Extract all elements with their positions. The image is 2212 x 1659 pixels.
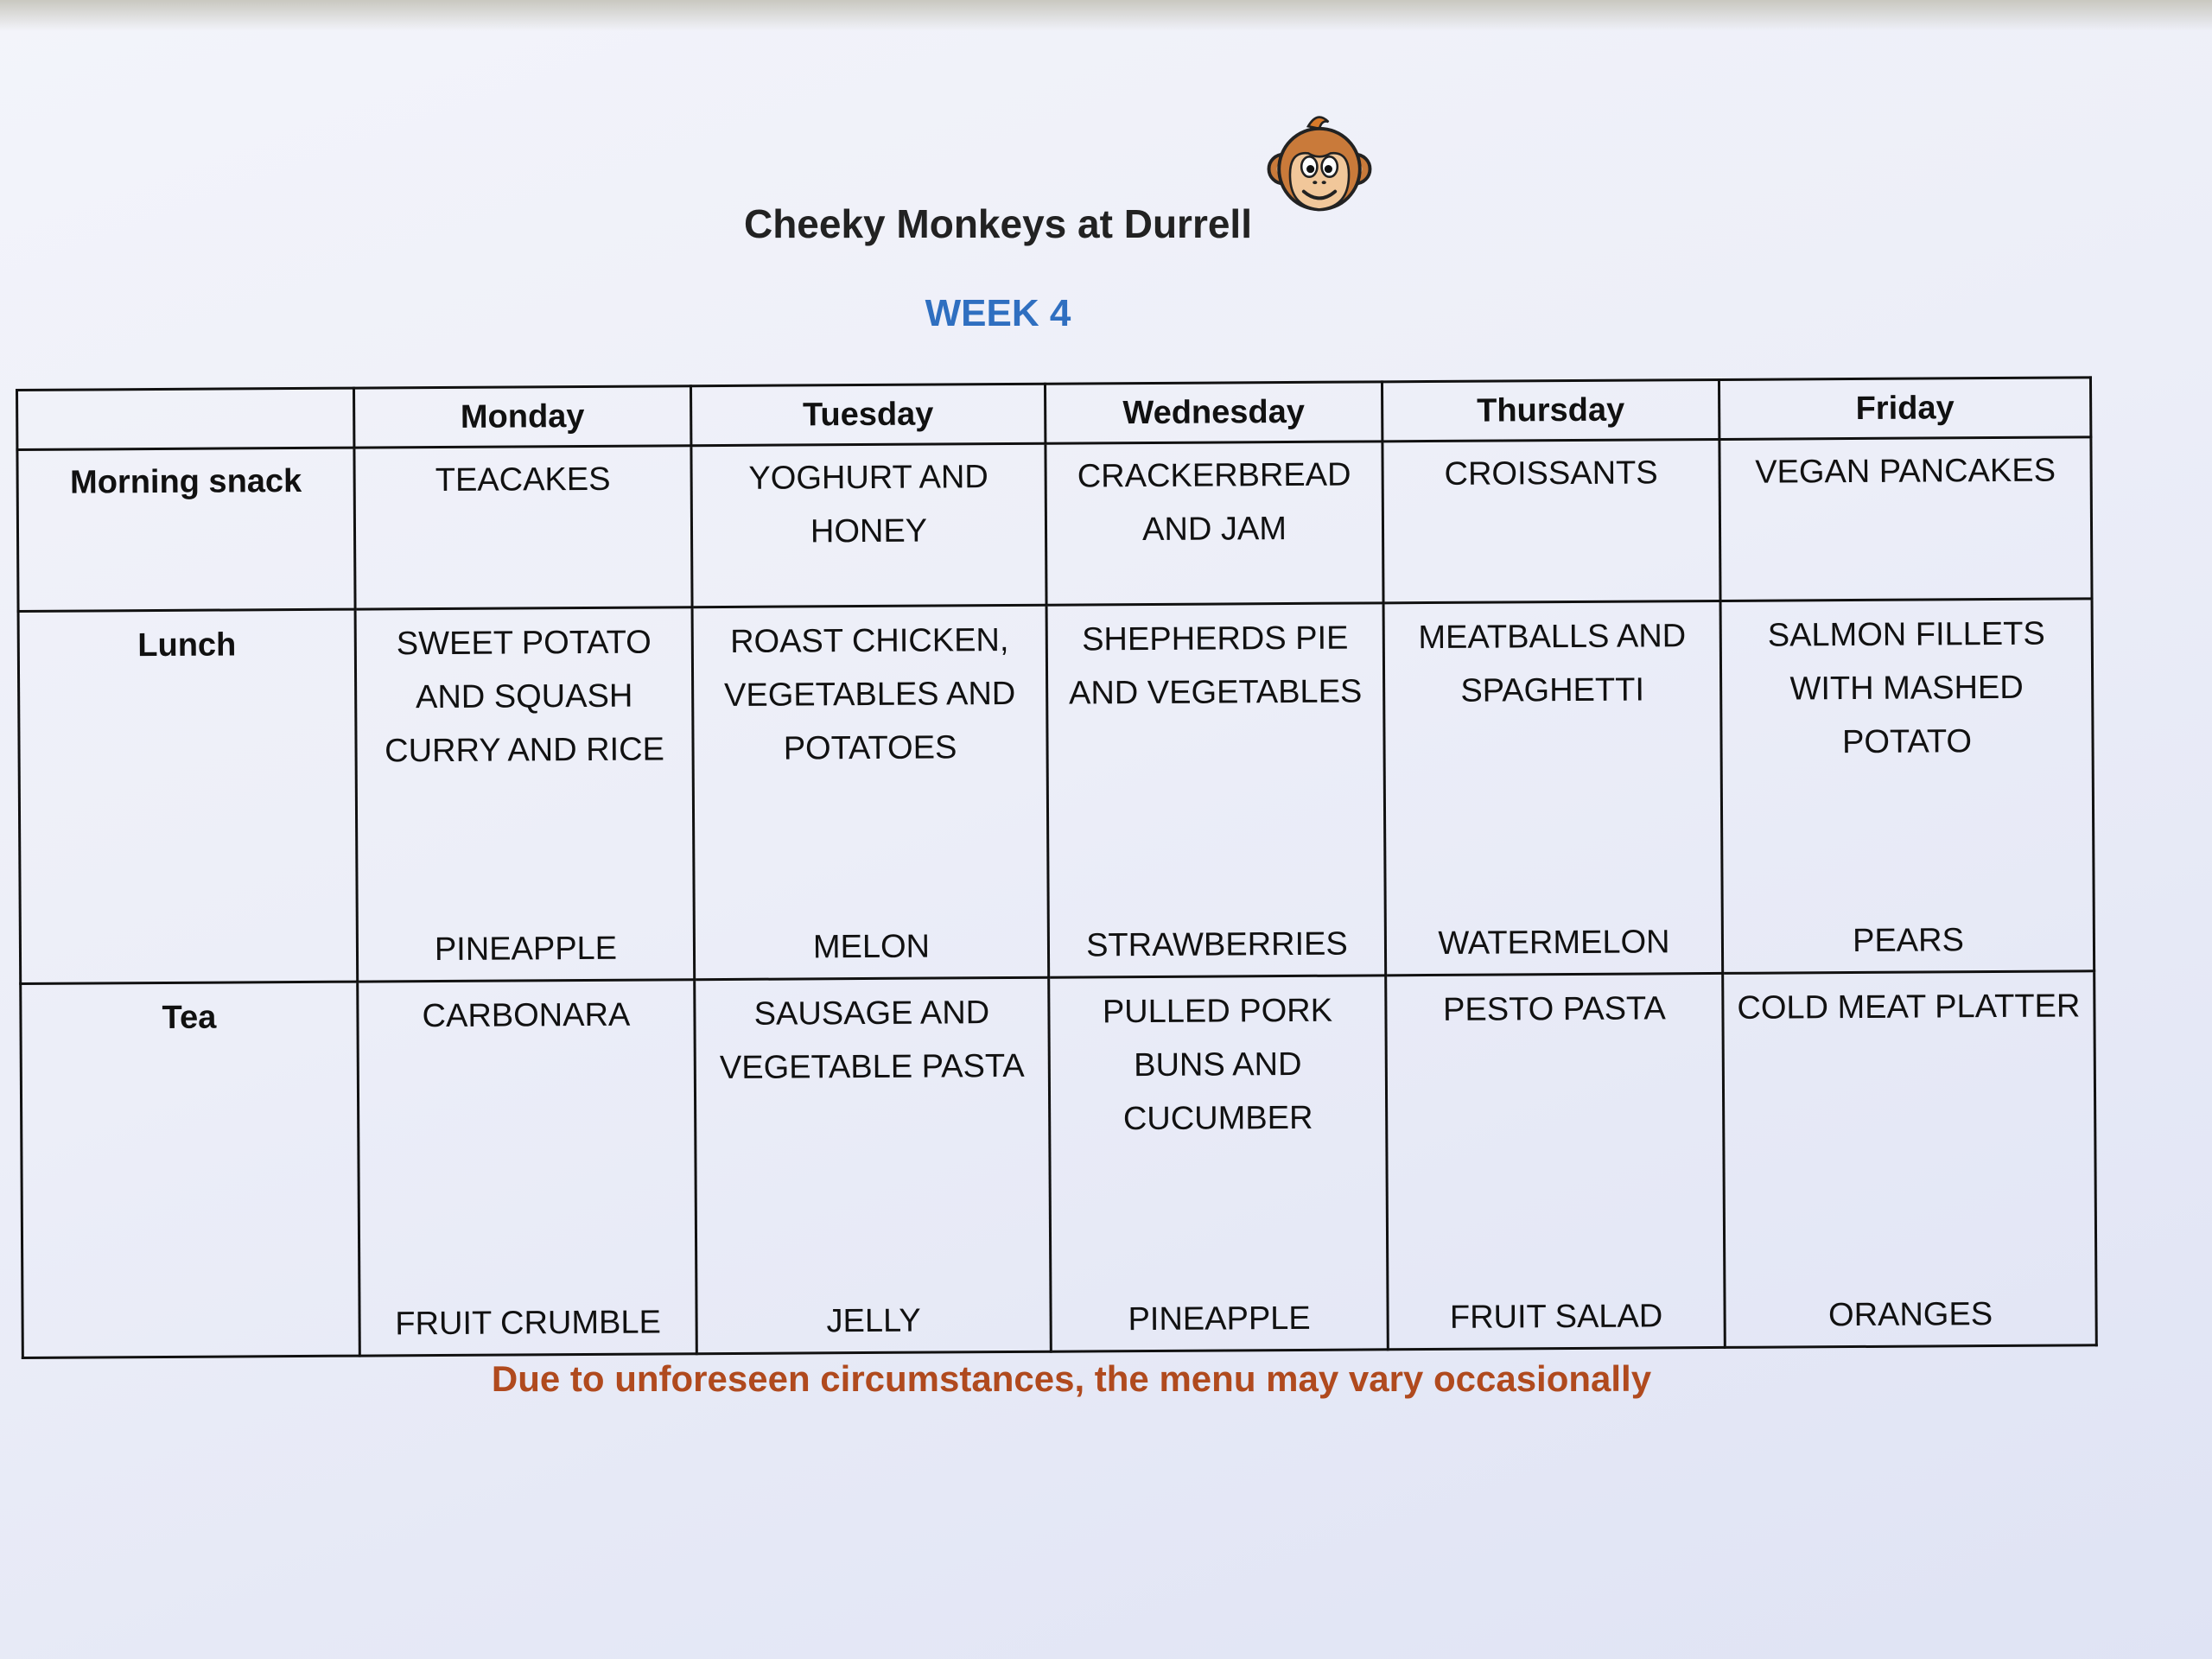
tea-main: SAUSAGE AND VEGETABLE PASTA <box>719 995 1025 1087</box>
tea-label-text: Tea <box>162 999 217 1036</box>
tea-tuesday <box>695 977 1052 1353</box>
tea-main: PESTO PASTA <box>1442 990 1666 1028</box>
tea-main: PULLED PORK BUNS AND CUCUMBER <box>1102 992 1333 1138</box>
day-header-thursday: Thursday <box>1382 379 1719 441</box>
tea-dessert: FRUIT CRUMBLE <box>395 1304 662 1343</box>
lunch-tuesday <box>692 605 1049 979</box>
day-header-tuesday: Tuesday <box>690 384 1045 446</box>
lunch-fruit: PINEAPPLE <box>434 930 618 969</box>
lunch-fruit: PEARS <box>1852 922 1964 960</box>
lunch-monday <box>355 607 695 982</box>
lunch-main: SWEET POTATO AND SQUASH CURRY AND RICE <box>385 624 665 770</box>
tea-main: CARBONARA <box>422 996 631 1035</box>
corner-cell <box>17 388 354 449</box>
snack-wednesday: CRACKERBREAD AND JAM <box>1046 442 1383 605</box>
snack-monday: TEACAKES <box>354 446 692 609</box>
lunch-wednesday <box>1046 603 1386 977</box>
day-header-friday: Friday <box>1719 378 2090 440</box>
tea-monday <box>358 980 697 1356</box>
page-title: Cheeky Monkeys at Durrell <box>743 201 1252 246</box>
menu-disclaimer: Due to unforeseen circumstances, the menu may vary occasionally <box>491 1358 1652 1399</box>
week-label: WEEK 4 <box>925 292 1071 334</box>
tea-main: COLD MEAT PLATTER <box>1737 988 2081 1027</box>
lunch-friday <box>1720 599 2094 974</box>
tea-wednesday <box>1049 976 1389 1351</box>
snack-tuesday: YOGHURT AND HONEY <box>691 443 1046 607</box>
tea-row <box>21 971 2097 1358</box>
lunch-main: MEATBALLS AND SPAGHETTI <box>1418 618 1687 709</box>
snack-thursday: CROISSANTS <box>1382 439 1720 602</box>
tea-friday <box>1723 971 2097 1348</box>
lunch-label-text: Lunch <box>137 626 237 664</box>
morning-snack-row <box>17 437 2092 612</box>
lunch-fruit: MELON <box>812 928 931 966</box>
day-header-monday: Monday <box>354 386 691 448</box>
lunch-main: ROAST CHICKEN, VEGETABLES AND POTATOES <box>723 621 1016 767</box>
row-label-lunch <box>18 609 358 983</box>
lunch-thursday <box>1383 601 1723 975</box>
lunch-fruit: WATERMELON <box>1438 924 1670 962</box>
paper-edge-shadow <box>0 0 2212 31</box>
tea-dessert: PINEAPPLE <box>1128 1300 1311 1338</box>
lunch-fruit: STRAWBERRIES <box>1086 925 1348 964</box>
tea-dessert: FRUIT SALAD <box>1449 1298 1663 1336</box>
row-label-morning-snack: Morning snack <box>17 448 355 611</box>
lunch-main: SALMON FILLETS WITH MASHED POTATO <box>1767 615 2045 761</box>
row-label-tea <box>21 982 360 1357</box>
lunch-row <box>18 599 2094 984</box>
tea-thursday <box>1386 973 1726 1349</box>
snack-friday: VEGAN PANCAKES <box>1719 437 2092 601</box>
tea-dessert: JELLY <box>826 1302 921 1340</box>
lunch-main: SHEPHERDS PIE AND VEGETABLES <box>1068 620 1363 712</box>
tea-dessert: ORANGES <box>1827 1296 1993 1334</box>
menu-table <box>16 376 2098 1359</box>
day-header-wednesday: Wednesday <box>1045 382 1382 443</box>
